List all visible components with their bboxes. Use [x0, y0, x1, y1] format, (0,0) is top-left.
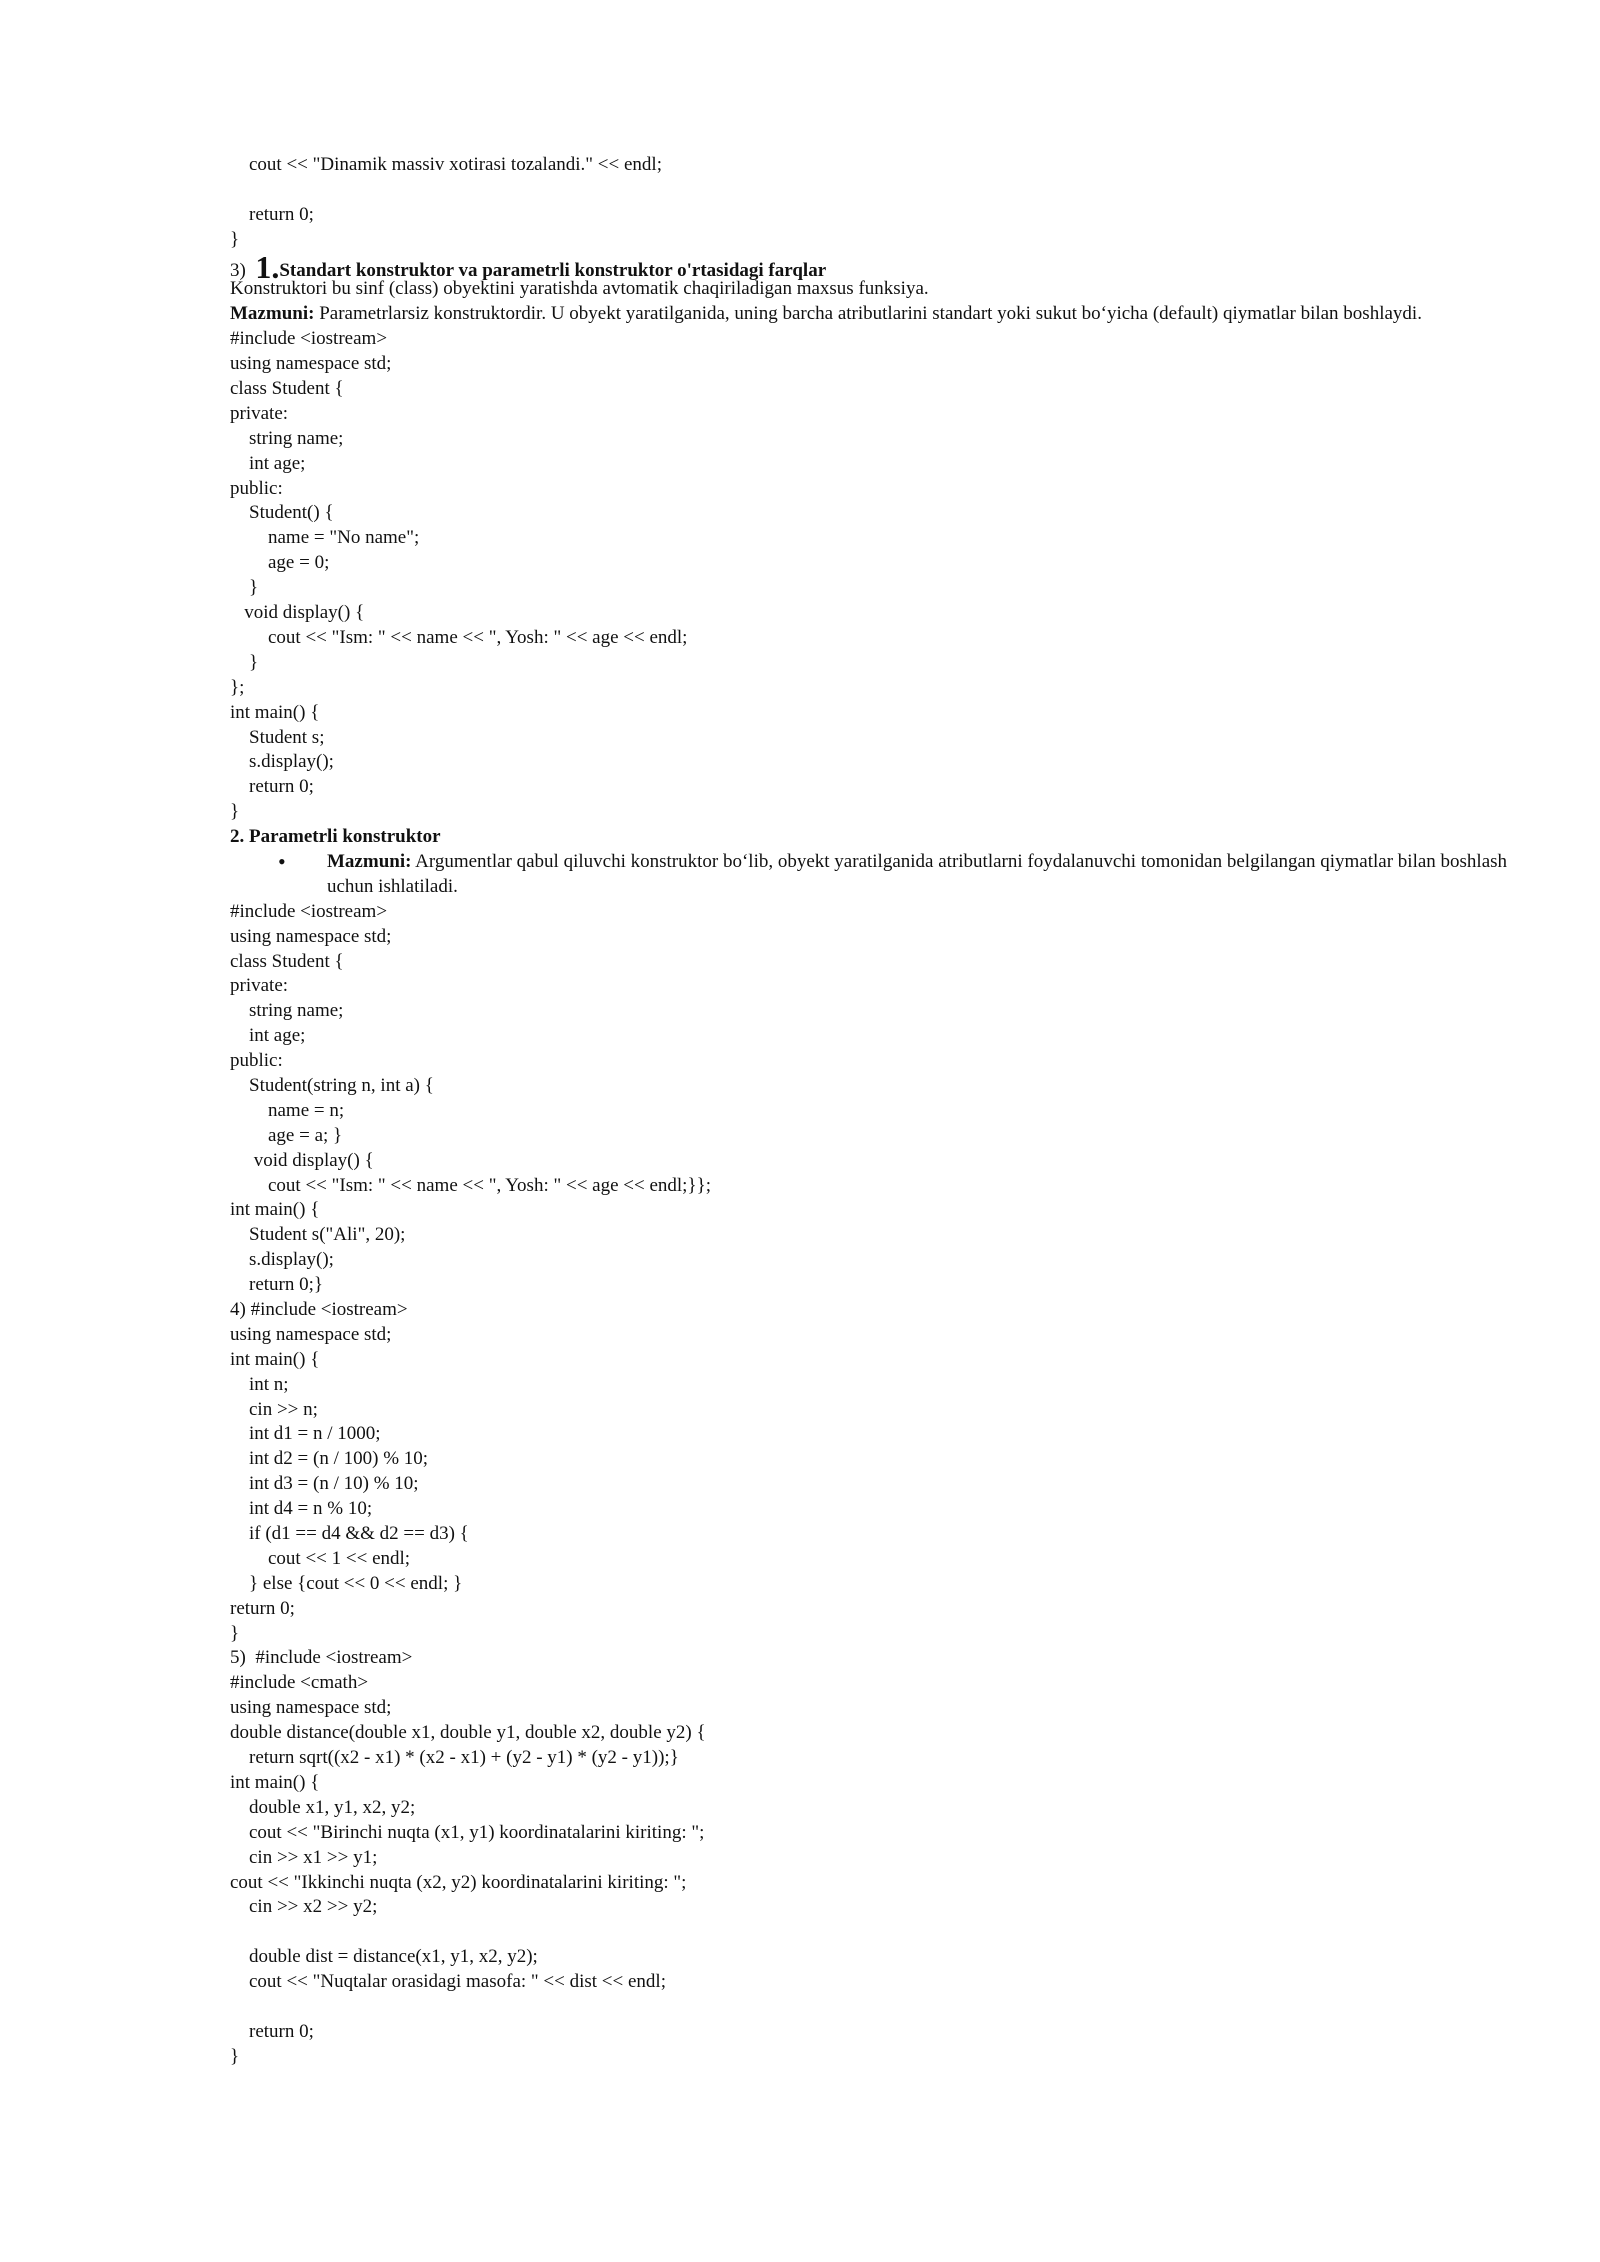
- code-line: Student s;: [230, 726, 325, 748]
- code-line: [230, 1920, 1530, 1945]
- code-line: cin >> n;: [230, 1398, 318, 1420]
- code-line: }: [230, 228, 240, 250]
- code-line: string name;: [230, 427, 344, 449]
- mazmuni-label: Mazmuni:: [327, 850, 412, 872]
- code-line: return 0;: [230, 1597, 295, 1619]
- code-line: int main() {: [230, 1771, 320, 1793]
- code-line: using namespace std;: [230, 1697, 392, 1719]
- code-line: Student() {: [230, 502, 334, 524]
- code-block-top: [230, 153, 1530, 253]
- code-line: } else {cout << 0 << endl; }: [230, 1572, 463, 1594]
- code-line: #include <iostream>: [230, 328, 388, 350]
- code-line: class Student {: [230, 378, 344, 400]
- bullet-dot: •: [278, 848, 286, 874]
- code-line: s.display();: [230, 751, 334, 773]
- code-line: double distance(double x1, double y1, double x2, double y2) {: [230, 1722, 706, 1744]
- code-line: class Student {: [230, 950, 344, 972]
- code-line: return 0;}: [230, 1274, 324, 1296]
- code-line: }: [230, 2045, 240, 2067]
- code-line: [230, 178, 1530, 203]
- code-line: return 0;: [230, 776, 314, 798]
- code-line: int main() {: [230, 1199, 320, 1221]
- code-line: using namespace std;: [230, 353, 392, 375]
- code-line: int main() {: [230, 1348, 320, 1370]
- code-line: }: [230, 577, 259, 599]
- code-line: Student s("Ali", 20);: [230, 1224, 406, 1246]
- param-heading: 2. Parametrli konstruktor: [230, 826, 441, 848]
- code-line: using namespace std;: [230, 925, 392, 947]
- code-line: Student(string n, int a) {: [230, 1075, 434, 1096]
- code-line: cout << "Birinchi nuqta (x1, y1) koordinatalarini kiriting: ";: [230, 1821, 705, 1843]
- section-3-heading: [230, 248, 1530, 285]
- code-line: }: [230, 651, 259, 673]
- code-line: int age;: [230, 452, 306, 474]
- code-line: age = a; }: [230, 1124, 343, 1146]
- code-line: int age;: [230, 1025, 306, 1047]
- code-line: private:: [230, 975, 289, 997]
- code-line: int d3 = (n / 10) % 10;: [230, 1473, 419, 1495]
- code-line: 5) #include <iostream>: [230, 1647, 413, 1669]
- code-line: 4) #include <iostream>: [230, 1299, 408, 1321]
- code-block-section-4: [230, 1298, 1530, 1646]
- document-page: [230, 153, 1530, 2070]
- code-line: int d1 = n / 1000;: [230, 1423, 381, 1445]
- code-line: age = 0;: [230, 552, 330, 574]
- code-line: double x1, y1, x2, y2;: [230, 1796, 416, 1818]
- code-block-param-constructor: [230, 900, 1530, 1298]
- mazmuni-paragraph: [230, 302, 1530, 327]
- code-line: string name;: [230, 1000, 344, 1022]
- code-line: int n;: [230, 1373, 289, 1395]
- section-title: Standart konstruktor va parametrli konstruktor o'rtasidagi farqlar: [279, 259, 827, 281]
- code-line: double dist = distance(x1, y1, x2, y2);: [230, 1946, 538, 1968]
- code-line: cout << "Ism: " << name << ", Yosh: " << age << endl;: [230, 626, 688, 648]
- code-line: int main() {: [230, 701, 320, 723]
- code-line: name = n;: [230, 1099, 345, 1121]
- code-line: };: [230, 676, 245, 698]
- code-line: cout << "Ism: " << name << ", Yosh: " << age << endl;}};: [230, 1174, 711, 1196]
- code-line: public:: [230, 1050, 283, 1072]
- code-line: return 0;: [230, 203, 314, 225]
- code-line: int d4 = n % 10;: [230, 1498, 373, 1520]
- code-line: return sqrt((x2 - x1) * (x2 - x1) + (y2 - y1) * (y2 - y1));}: [230, 1747, 679, 1769]
- mazmuni-text: Parametrlarsiz konstruktordir. U obyekt yaratilganida, uning barcha atributlarini standart yoki sukut bo‘yicha (default) qiymatlar bilan boshlaydi.: [314, 303, 1422, 325]
- code-line: #include <iostream>: [230, 900, 388, 922]
- code-line: int d2 = (n / 100) % 10;: [230, 1448, 429, 1470]
- code-line: void display() {: [230, 602, 365, 624]
- mazmuni-text: Argumentlar qabul qiluvchi konstruktor bo‘lib, obyekt yaratilganida atributlarni foydalanuvchi tomonidan belgilangan qiymatlar bilan boshlash uchun ishlatiladi.: [327, 850, 1508, 897]
- code-line: s.display();: [230, 1249, 334, 1271]
- code-line: cout << "Nuqtalar orasidagi masofa: " << dist << endl;: [230, 1971, 666, 1993]
- code-line: void display() {: [230, 1149, 374, 1171]
- code-line: cout << 1 << endl;: [230, 1547, 411, 1569]
- code-line: cin >> x2 >> y2;: [230, 1896, 378, 1918]
- code-line: public:: [230, 477, 283, 499]
- code-block-section-5: [230, 1646, 1530, 2069]
- code-line: private:: [230, 402, 289, 424]
- code-line: name = "No name";: [230, 527, 420, 549]
- bullet-item: [230, 850, 1530, 900]
- code-line: if (d1 == d4 && d2 == d3) {: [230, 1523, 469, 1545]
- code-line: return 0;: [230, 2020, 314, 2042]
- heading-number: 1.: [255, 248, 280, 285]
- code-line: }: [230, 801, 240, 823]
- code-line: }: [230, 1622, 240, 1644]
- code-line: [230, 1995, 1530, 2020]
- code-block-default-constructor: [230, 327, 1530, 825]
- code-line: cout << "Dinamik massiv xotirasi tozalandi." << endl;: [230, 154, 662, 175]
- mazmuni-label: Mazmuni:: [230, 303, 315, 325]
- section-number: 3): [230, 259, 246, 281]
- code-line: cin >> x1 >> y1;: [230, 1846, 378, 1868]
- code-line: cout << "Ikkinchi nuqta (x2, y2) koordinatalarini kiriting: ";: [230, 1871, 687, 1893]
- code-line: #include <cmath>: [230, 1672, 369, 1694]
- code-line: using namespace std;: [230, 1323, 392, 1345]
- intro-text: Konstruktori bu sinf (class) obyektini yaratishda avtomatik chaqiriladigan maxsus funksiya.: [230, 278, 929, 300]
